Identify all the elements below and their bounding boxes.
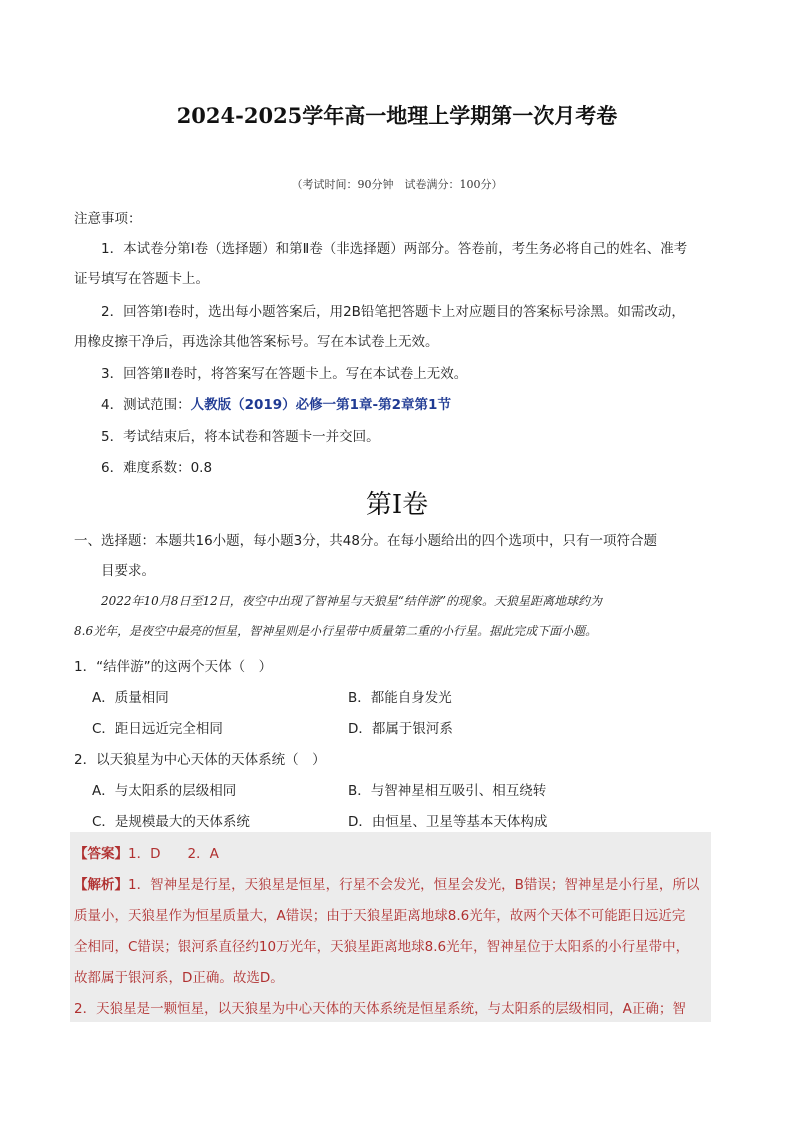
analysis-line-2: 质量小，天狼星作为恒星质量大，A错误；由于天狼星距离地球8.6光年，故两个天体不可能距日远近完 <box>74 908 686 924</box>
analysis-text-1: 1．智神星是行星，天狼星是恒星，行星不会发光，恒星会发光，B错误；智神星是小行星，所以 <box>128 877 700 893</box>
notice-item-5: 5．考试结束后，将本试卷和答题卡一并交回。 <box>101 429 380 445</box>
notice-item-4-prefix: 4．测试范围： <box>101 397 191 413</box>
question-2-option-d: D．由恒星、卫星等基本天体构成 <box>348 814 548 830</box>
question-1-option-d: D．都属于银河系 <box>348 721 453 737</box>
notice-item-3: 3．回答第Ⅱ卷时，将答案写在答题卡上。写在本试卷上无效。 <box>101 366 468 382</box>
question-1-stem: 1．“结伴游”的这两个天体（ ） <box>74 659 273 675</box>
exam-subtitle: （考试时间：90分钟 试卷满分：100分） <box>291 178 503 191</box>
analysis-line-1 <box>74 873 699 893</box>
analysis-tag: 【解析】 <box>74 877 128 893</box>
answer-text: 1．D 2．A <box>128 846 219 862</box>
notice-item-1-line2: 证号填写在答题卡上。 <box>74 271 209 287</box>
notice-item-2-line2: 用橡皮擦干净后，再选涂其他答案标号。写在本试卷上无效。 <box>74 334 439 350</box>
analysis-line-4: 故都属于银河系，D正确。故选D。 <box>74 970 284 986</box>
exam-title: 2024-2025学年高一地理上学期第一次月考卷 <box>176 103 618 128</box>
test-scope: 人教版（2019）必修一第1章-第2章第1节 <box>190 397 451 413</box>
question-1-option-a: A．质量相同 <box>92 690 169 706</box>
question-2-stem: 2．以天狼星为中心天体的天体系统（ ） <box>74 752 326 768</box>
question-1-option-b: B．都能自身发光 <box>348 690 452 706</box>
answer-tag: 【答案】 <box>74 846 128 862</box>
section-intro-line2: 目要求。 <box>101 563 155 579</box>
notice-item-4 <box>101 393 451 413</box>
analysis-line-5: 2．天狼星是一颗恒星，以天狼星为中心天体的天体系统是恒星系统，与太阳系的层级相同，A正确；智 <box>74 1001 686 1017</box>
notice-item-6: 6．难度系数：0.8 <box>101 460 213 476</box>
notice-heading: 注意事项： <box>74 211 142 227</box>
notice-item-1-line1: 1．本试卷分第Ⅰ卷（选择题）和第Ⅱ卷（非选择题）两部分。答卷前，考生务必将自己的姓名、准考 <box>101 241 688 257</box>
section-intro-line1: 一、选择题：本题共16小题，每小题3分，共48分。在每小题给出的四个选项中，只有一项符合题 <box>74 533 657 549</box>
question-2-option-c: C．是规模最大的天体系统 <box>92 814 250 830</box>
question-1-option-c: C．距日远近完全相同 <box>92 721 223 737</box>
question-2-option-b: B．与智神星相互吸引、相互绕转 <box>348 783 547 799</box>
analysis-line-3: 全相同，C错误；银河系直径约10万光年，天狼星距离地球8.6光年，智神星位于太阳系的小行星带中， <box>74 939 690 955</box>
answer-line <box>74 842 219 862</box>
notice-item-2-line1: 2．回答第Ⅰ卷时，选出每小题答案后，用2B铅笔把答题卡上对应题目的答案标号涂黑。如需改动， <box>101 304 685 320</box>
passage-line2: 8.6光年，是夜空中最亮的恒星，智神星则是小行星带中质量第二重的小行星。据此完成下面小题。 <box>74 624 598 638</box>
passage-line1: 2022年10月8日至12日，夜空中出现了智神星与天狼星“结伴游”的现象。天狼星距离地球约为 <box>101 594 602 608</box>
question-2-option-a: A．与太阳系的层级相同 <box>92 783 237 799</box>
section-title: 第Ⅰ卷 <box>365 490 429 520</box>
